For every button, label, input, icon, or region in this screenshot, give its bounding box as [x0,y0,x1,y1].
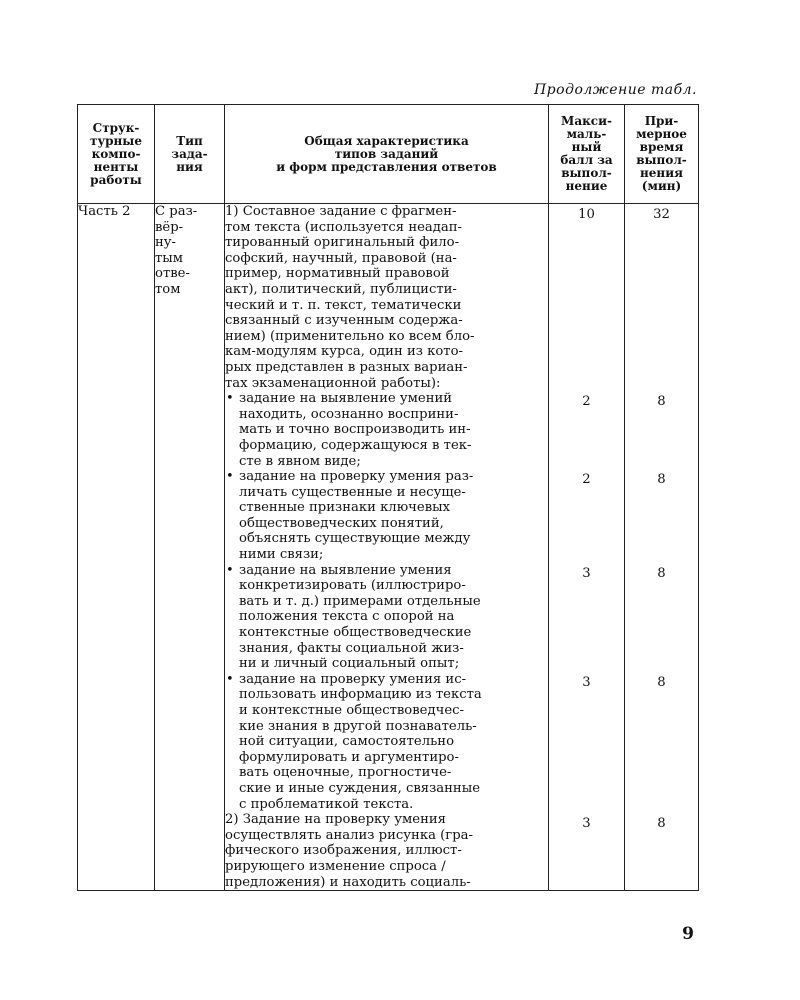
max-score-value: 2 [582,394,591,409]
max-score-value: 10 [578,207,595,222]
table-continuation-caption: Продолжение табл. [533,82,697,98]
page-number: 9 [682,924,694,944]
time-value: 8 [657,566,666,581]
max-score-value: 2 [582,472,591,487]
header-max-score: Макси- маль- ный балл за выпол- нение [549,105,625,204]
header-task-type: Тип зада- ния [155,105,225,204]
header-approx-time: При- мерное время выпол- нения (мин) [625,105,699,204]
cell-max-score [549,204,625,891]
description-bullet: • задание на выявление умений находить, осознанно восприни- мать и точно воспроизводить ин- формацию, содержащуюся в тек- сте в явном виде; [226,391,472,469]
cell-part: Часть 2 [78,204,155,891]
cell-description [225,204,549,891]
time-value: 8 [657,472,666,487]
time-value: 32 [653,207,670,222]
max-score-value: 3 [582,566,591,581]
time-value: 8 [657,394,666,409]
header-structural-components: Струк- турные компо- ненты работы [78,105,155,204]
description-bullet: • задание на проверку умения ис- пользовать информацию из текста и контекстные обществоведчес- кие знания в другой познаватель- ной ситуации, самостоятельно формулировать и аргументиро- вать оценочные, прогностиче- ские и иные суждения, связанные с проблематикой текста. [226,671,482,812]
description-bullet: • задание на проверку умения раз- личать существенные и несуще- ственные признаки ключевых обществоведческих понятий, объяснять существующие между ними связи; [226,469,474,563]
max-score-value: 3 [582,816,591,831]
description-item-2: 2) Задание на проверку умения осуществлять анализ рисунка (гра- фического изображения, иллюст- рирующего изменение спроса / предложения) и находить социаль- [225,812,473,890]
time-value: 8 [657,816,666,831]
description-bullet: • задание на выявление умения конкретизировать (иллюстриро- вать и т. д.) примерами отдельные положения текста с опорой на контекстные обществоведческие знания, факты социальной жиз- ни и личный социальный опыт; [226,562,481,672]
max-score-value: 3 [582,675,591,690]
table-row [78,204,699,891]
exam-structure-table [77,104,699,891]
description-item-1-intro: 1) Составное задание с фрагмен- том текста (используется неадап- тированный оригинальный фило- софский, научный, правовой (на- пример, нормативный правовой акт), политический, публицисти- ческий и т. п. текст, тематически связанный с изученным содержа- нием) (применительно ко всем бло- кам-модулям курса, один из кото- рых представлен в разных вариан- тах экзаменационной работы): [225,204,475,391]
table-header-row [78,105,699,204]
cell-task-type: С раз- вёр- ну- тым отве- том [155,204,225,891]
cell-approx-time [625,204,699,891]
time-value: 8 [657,675,666,690]
header-general-characteristic: Общая характеристика типов заданий и форм представления ответов [225,105,549,204]
